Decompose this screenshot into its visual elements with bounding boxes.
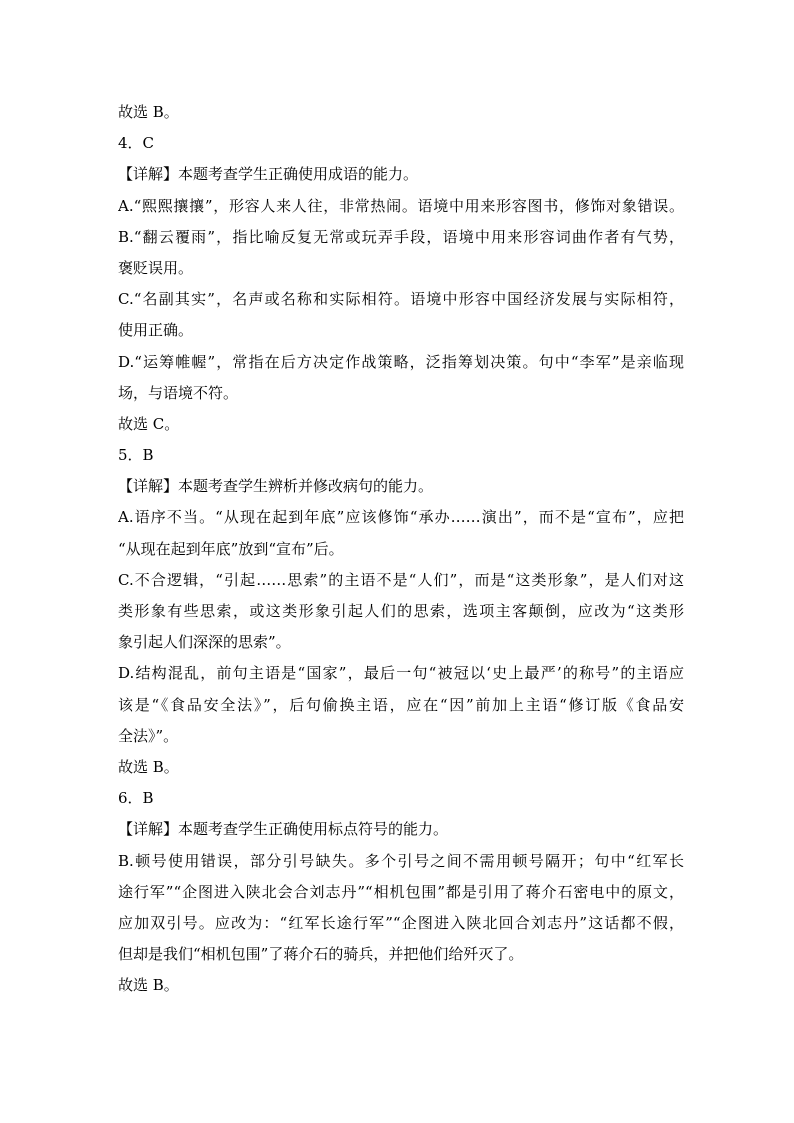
text-line: 应加双引号。应改为：“红军长途行军”“企图进入陕北回合刘志丹”这话都不假，: [118, 913, 684, 932]
text-line: B.“翻云覆雨”，指比喻反复无常或玩弄手段，语境中用来形容词曲作者有气势，: [118, 227, 684, 246]
text-line: 途行军”“企图进入陕北会合刘志丹”“相机包围”都是引用了蒋介石密电中的原文，: [118, 882, 684, 901]
text-line: A.“熙熙攘攘”，形容人来人往，非常热闹。语境中用来形容图书，修饰对象错误。: [118, 196, 684, 215]
text-line: B.顿号使用错误，部分引号缺失。多个引号之间不需用顿号隔开；句中“红军长: [118, 851, 684, 870]
text-line: “从现在起到年底”放到“宣布”后。: [118, 539, 344, 558]
text-line: 象引起人们深深的思索”。: [118, 633, 291, 652]
text-line: 全法》”。: [118, 726, 179, 745]
text-line: 【详解】本题考查学生正确使用标点符号的能力。: [118, 820, 449, 839]
text-line: D.结构混乱，前句主语是“国家”，最后一句“被冠以‘史上最严’的称号”的主语应: [118, 664, 684, 683]
text-line: 故选 C。: [118, 414, 180, 433]
text-line: 该是“《食品安全法》”，后句偷换主语，应在“因”前加上主语“修订版《食品安: [118, 695, 684, 714]
question-number: 6．B: [118, 789, 154, 808]
text-line: 【详解】本题考查学生正确使用成语的能力。: [118, 165, 419, 184]
text-line: C.不合逻辑，“引起……思索”的主语不是“人们”，而是“这类形象”，是人们对这: [118, 570, 684, 589]
text-line: 故选 B。: [118, 976, 179, 995]
question-number: 4．C: [118, 134, 155, 153]
text-line: C.“名副其实”，名声或名称和实际相符。语境中形容中国经济发展与实际相符，: [118, 290, 684, 309]
text-line: D.“运筹帷幄”，常指在后方决定作战策略，泛指筹划决策。句中“李军”是亲临现: [118, 352, 684, 371]
text-line: A.语序不当。“从现在起到年底”应该修饰“承办……演出”，而不是“宣布”，应把: [118, 508, 684, 527]
text-line: 【详解】本题考查学生辨析并修改病句的能力。: [118, 477, 434, 496]
question-number: 5．B: [118, 446, 154, 465]
text-line: 场，与语境不符。: [118, 383, 239, 402]
text-line: 但却是我们“相机包围”了蒋介石的骑兵，并把他们给歼灭了。: [118, 945, 524, 964]
text-line: 褒贬误用。: [118, 258, 194, 277]
text-line: 类形象有些思索，或这类形象引起人们的思索，选项主客颠倒，应改为“这类形: [118, 602, 684, 620]
text-line: 故选 B。: [118, 103, 179, 121]
text-line: 使用正确。: [118, 321, 194, 340]
document-page: [118, 97, 684, 1001]
text-line: 故选 B。: [118, 757, 179, 776]
